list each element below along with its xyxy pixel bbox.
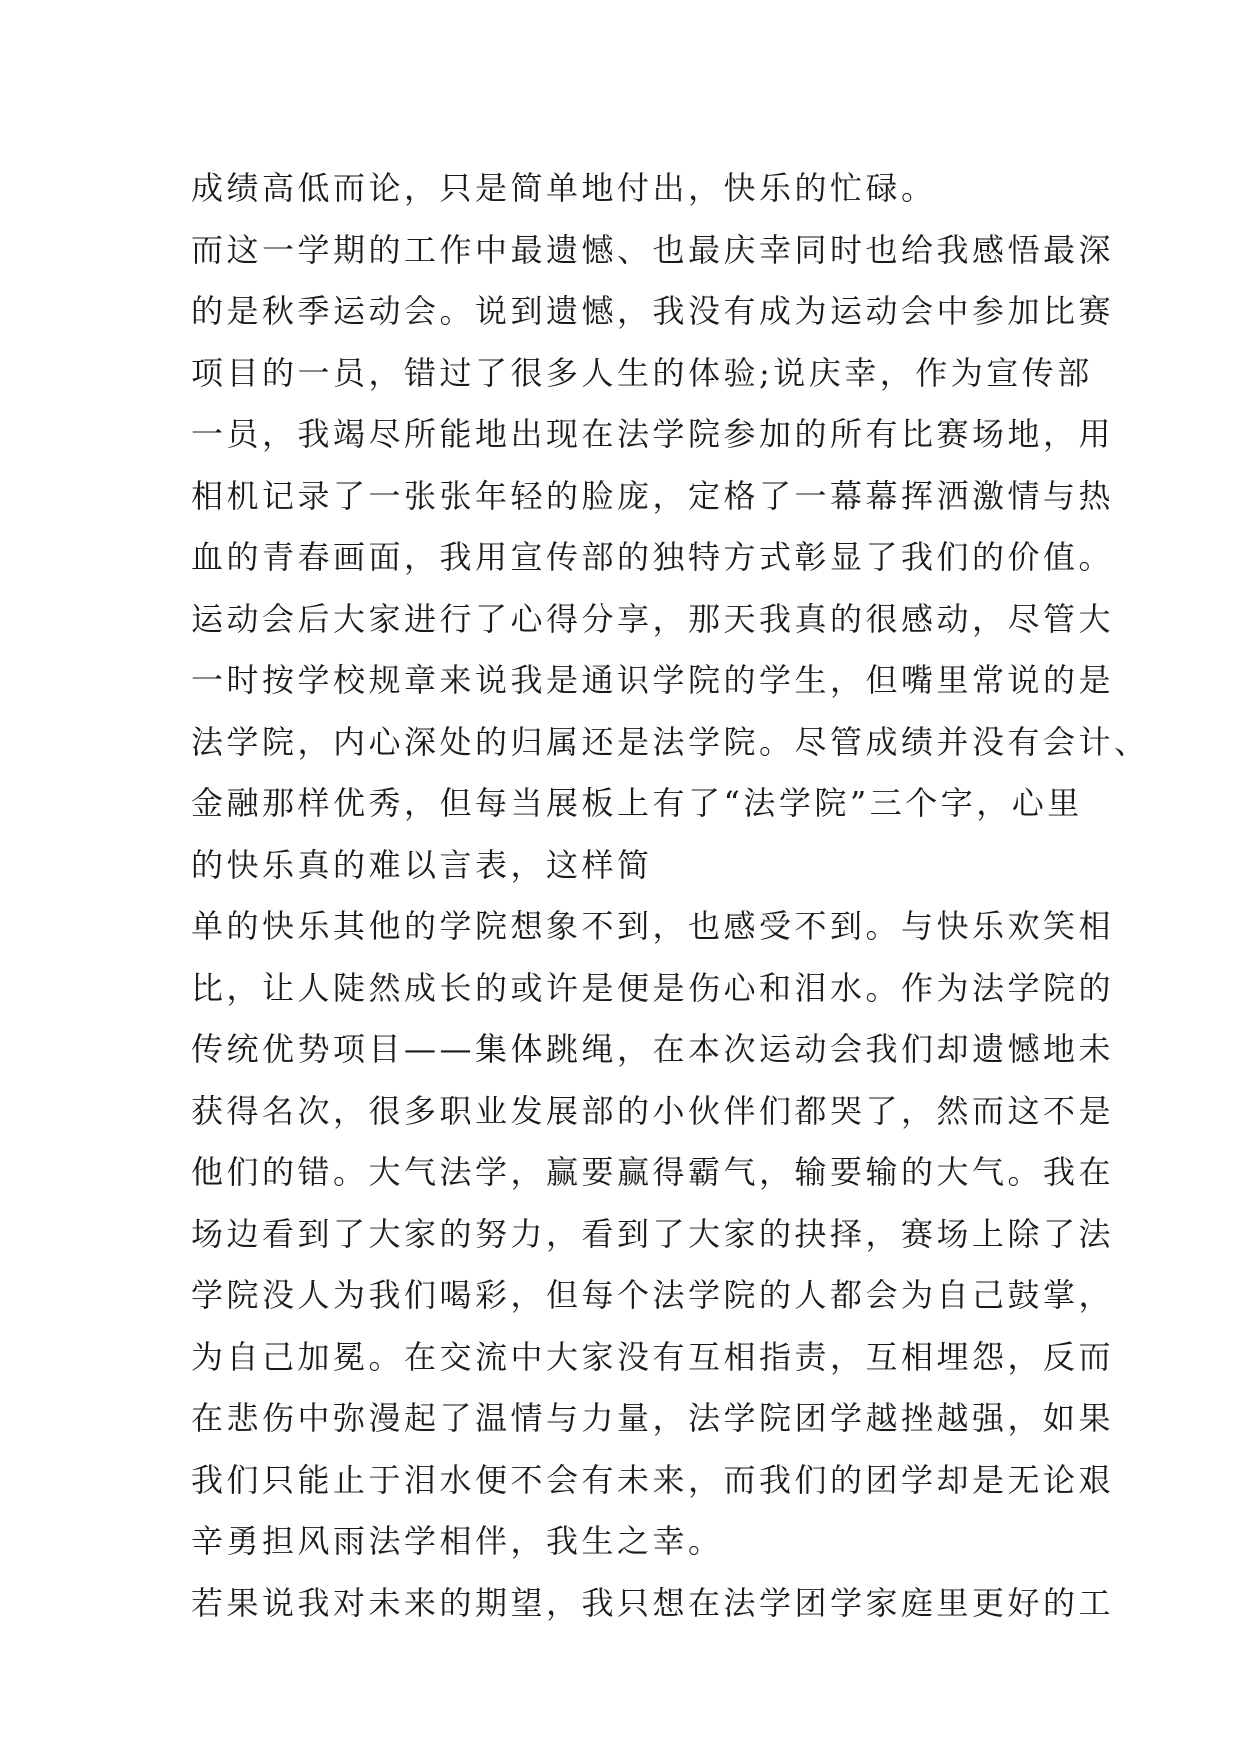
text-line-2: 而这一学期的工作中最遗憾、也最庆幸同时也给我感悟最深 (191, 230, 1115, 269)
text-line-12: 的快乐真的难以言表，这样简 (191, 845, 653, 884)
text-line-22: 我们只能止于泪水便不会有未来，而我们的团学却是无论艰 (191, 1460, 1115, 1499)
text-line-19: 学院没人为我们喝彩，但每个法学院的人都会为自己鼓掌， (191, 1276, 1115, 1314)
text-line-23: 辛勇担风雨法学相伴，我生之幸。 (191, 1522, 724, 1560)
text-line-11: 金融那样优秀，但每当展板上有了“法学院”三个字，心里 (191, 784, 1083, 822)
text-line-10: 法学院，内心深处的归属还是法学院。尽管成绩并没有会计、 (191, 722, 1150, 761)
text-line-15: 传统优势项目——集体跳绳，在本次运动会我们却遗憾地未 (191, 1030, 1115, 1068)
text-line-3: 的是秋季运动会。说到遗憾，我没有成为运动会中参加比赛 (191, 292, 1115, 330)
text-line-18: 场边看到了大家的努力，看到了大家的抉择，赛场上除了法 (191, 1214, 1115, 1253)
text-line-16: 获得名次，很多职业发展部的小伙伴们都哭了，然而这不是 (191, 1091, 1115, 1130)
text-line-8: 运动会后大家进行了心得分享，那天我真的很感动，尽管大 (191, 599, 1115, 638)
text-line-4: 项目的一员，错过了很多人生的体验;说庆幸，作为宣传部 (191, 353, 1093, 392)
text-line-14: 比，让人陡然成长的或许是便是伤心和泪水。作为法学院的 (191, 968, 1115, 1007)
text-line-24: 若果说我对未来的期望，我只想在法学团学家庭里更好的工 (191, 1583, 1115, 1622)
text-line-5: 一员，我竭尽所能地出现在法学院参加的所有比赛场地，用 (191, 415, 1115, 453)
text-line-7: 血的青春画面，我用宣传部的独特方式彰显了我们的价值。 (191, 538, 1115, 576)
body-text (191, 158, 1150, 1634)
text-line-1: 成绩高低而论，只是简单地付出，快乐的忙碌。 (191, 169, 937, 207)
text-line-9: 一时按学校规章来说我是通识学院的学生，但嘴里常说的是 (191, 661, 1115, 699)
text-line-17: 他们的错。大气法学，赢要赢得霸气，输要输的大气。我在 (191, 1153, 1115, 1191)
text-line-21: 在悲伤中弥漫起了温情与力量，法学院团学越挫越强，如果 (191, 1399, 1115, 1437)
text-line-6: 相机记录了一张张年轻的脸庞，定格了一幕幕挥洒激情与热 (191, 476, 1115, 515)
text-line-13: 单的快乐其他的学院想象不到，也感受不到。与快乐欢笑相 (191, 907, 1115, 945)
text-line-20: 为自己加冕。在交流中大家没有互相指责，互相埋怨，反而 (191, 1337, 1115, 1376)
